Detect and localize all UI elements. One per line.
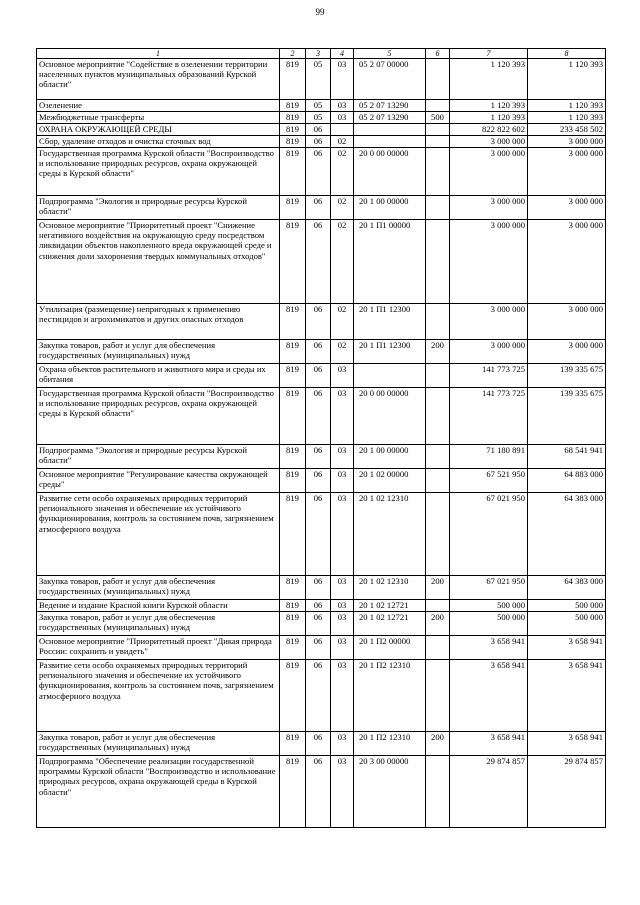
- subsection-cell: 03: [331, 469, 354, 493]
- expense-type-cell: [426, 364, 450, 388]
- table-row: [37, 220, 606, 304]
- page-number: 99: [315, 7, 325, 17]
- row-name-cell: Основное мероприятие "Приоритетный проект "Дикая природа России: сохранить и увидеть": [37, 636, 280, 660]
- grbs-cell: 819: [280, 756, 306, 828]
- amount-year1-cell: 3 000 000: [450, 148, 528, 196]
- target-article-cell: 20 1 02 12310: [354, 576, 426, 600]
- amount-year1-cell: 1 120 393: [450, 112, 528, 124]
- section-cell: 06: [306, 136, 331, 148]
- subsection-cell: 03: [331, 600, 354, 612]
- expense-type-cell: [426, 445, 450, 469]
- row-name-cell: Государственная программа Курской области "Воспроизводство и использование природных ресурсов, охрана окружающей среды в Курской области": [37, 388, 280, 445]
- row-name-cell: Утилизация (размещение) непригодных к применению пестицидов и агрохимикатов и других опасных отходов: [37, 304, 280, 340]
- header-cell: 6: [426, 49, 450, 59]
- subsection-cell: 03: [331, 660, 354, 732]
- subsection-cell: 03: [331, 636, 354, 660]
- header-cell: 4: [331, 49, 354, 59]
- row-name-cell: Подпрограмма "Экология и природные ресурсы Курской области": [37, 196, 280, 220]
- subsection-cell: 02: [331, 304, 354, 340]
- amount-year1-cell: 3 000 000: [450, 196, 528, 220]
- table-row: [37, 493, 606, 576]
- grbs-cell: 819: [280, 636, 306, 660]
- row-name-cell: Основное мероприятие "Приоритетный проект "Снижение негативного воздействия на окружающую среду посредством ликвидации объектов накопленного вреда окружающей среде и снижения доли захоронения твердых коммунальных отходов": [37, 220, 280, 304]
- grbs-cell: 819: [280, 124, 306, 136]
- grbs-cell: 819: [280, 469, 306, 493]
- row-name-cell: Закупка товаров, работ и услуг для обеспечения государственных (муниципальных) нужд: [37, 340, 280, 364]
- section-cell: 06: [306, 576, 331, 600]
- section-cell: 05: [306, 112, 331, 124]
- table-row: [37, 756, 606, 828]
- expense-type-cell: [426, 388, 450, 445]
- amount-year1-cell: 67 021 950: [450, 493, 528, 576]
- grbs-cell: 819: [280, 388, 306, 445]
- grbs-cell: 819: [280, 196, 306, 220]
- row-name-cell: Межбюджетные трансферты: [37, 112, 280, 124]
- expense-type-cell: 200: [426, 340, 450, 364]
- expense-type-cell: 200: [426, 576, 450, 600]
- amount-year2-cell: 139 335 675: [528, 364, 606, 388]
- target-article-cell: 20 0 00 00000: [354, 388, 426, 445]
- grbs-cell: 819: [280, 493, 306, 576]
- header-cell: 7: [450, 49, 528, 59]
- amount-year2-cell: 3 000 000: [528, 340, 606, 364]
- expense-type-cell: [426, 756, 450, 828]
- table-row: [37, 340, 606, 364]
- subsection-cell: 03: [331, 112, 354, 124]
- amount-year2-cell: 3 658 941: [528, 660, 606, 732]
- row-name-cell: Развитие сети особо охраняемых природных территорий регионального значения и обеспечение их устойчивого функционирования, контроль за состоянием почв, загрязнением атмосферного воздуха: [37, 660, 280, 732]
- amount-year2-cell: 29 874 857: [528, 756, 606, 828]
- header-cell: 2: [280, 49, 306, 59]
- table-row: [37, 59, 606, 100]
- amount-year1-cell: 1 120 393: [450, 59, 528, 100]
- row-name-cell: Озеленение: [37, 100, 280, 112]
- amount-year2-cell: 233 458 502: [528, 124, 606, 136]
- target-article-cell: 20 3 00 00000: [354, 756, 426, 828]
- target-article-cell: 20 1 02 00000: [354, 469, 426, 493]
- subsection-cell: 03: [331, 59, 354, 100]
- expense-type-cell: 500: [426, 112, 450, 124]
- row-name-cell: Основное мероприятие "Содействие в озеленении территории населенных пунктов муниципальных образований Курской области": [37, 59, 280, 100]
- subsection-cell: 03: [331, 364, 354, 388]
- grbs-cell: 819: [280, 148, 306, 196]
- expense-type-cell: 200: [426, 732, 450, 756]
- table-header-row: [37, 49, 606, 59]
- header-cell: 1: [37, 49, 280, 59]
- section-cell: 06: [306, 220, 331, 304]
- section-cell: 06: [306, 388, 331, 445]
- subsection-cell: 03: [331, 388, 354, 445]
- section-cell: 05: [306, 59, 331, 100]
- section-cell: 06: [306, 660, 331, 732]
- table-row: [37, 612, 606, 636]
- section-cell: 06: [306, 612, 331, 636]
- row-name-cell: Ведение и издание Красной книги Курской области: [37, 600, 280, 612]
- grbs-cell: 819: [280, 59, 306, 100]
- table-row: [37, 576, 606, 600]
- subsection-cell: 03: [331, 612, 354, 636]
- table-row: [37, 732, 606, 756]
- grbs-cell: 819: [280, 364, 306, 388]
- row-name-cell: Охрана объектов растительного и животного мира и среды их обитания: [37, 364, 280, 388]
- amount-year2-cell: 64 383 000: [528, 493, 606, 576]
- grbs-cell: 819: [280, 600, 306, 612]
- target-article-cell: 20 1 П1 12300: [354, 340, 426, 364]
- expense-type-cell: [426, 220, 450, 304]
- grbs-cell: 819: [280, 100, 306, 112]
- section-cell: 06: [306, 469, 331, 493]
- amount-year2-cell: 64 383 000: [528, 576, 606, 600]
- section-cell: 06: [306, 124, 331, 136]
- amount-year2-cell: 500 000: [528, 612, 606, 636]
- grbs-cell: 819: [280, 340, 306, 364]
- table-row: [37, 600, 606, 612]
- table-row: [37, 388, 606, 445]
- table-row: [37, 304, 606, 340]
- amount-year1-cell: 3 658 941: [450, 660, 528, 732]
- table-row: [37, 148, 606, 196]
- expense-type-cell: [426, 100, 450, 112]
- target-article-cell: 20 0 00 00000: [354, 148, 426, 196]
- amount-year1-cell: 71 180 891: [450, 445, 528, 469]
- amount-year1-cell: 29 874 857: [450, 756, 528, 828]
- table-row: [37, 196, 606, 220]
- expense-type-cell: [426, 148, 450, 196]
- grbs-cell: 819: [280, 136, 306, 148]
- amount-year1-cell: 1 120 393: [450, 100, 528, 112]
- expense-type-cell: 200: [426, 612, 450, 636]
- section-cell: 06: [306, 148, 331, 196]
- amount-year2-cell: 500 000: [528, 600, 606, 612]
- section-cell: 06: [306, 493, 331, 576]
- amount-year2-cell: 139 335 675: [528, 388, 606, 445]
- amount-year2-cell: 1 120 393: [528, 59, 606, 100]
- table-row: [37, 445, 606, 469]
- row-name-cell: Основное мероприятие "Регулирование качества окружающей среды": [37, 469, 280, 493]
- table-row: [37, 636, 606, 660]
- table-row: [37, 124, 606, 136]
- header-cell: 3: [306, 49, 331, 59]
- target-article-cell: 05 2 07 13290: [354, 112, 426, 124]
- expense-type-cell: [426, 136, 450, 148]
- subsection-cell: 03: [331, 756, 354, 828]
- amount-year1-cell: 3 000 000: [450, 136, 528, 148]
- amount-year2-cell: 3 658 941: [528, 636, 606, 660]
- row-name-cell: Государственная программа Курской области "Воспроизводство и использование природных ресурсов, охрана окружающей среды в Курской области": [37, 148, 280, 196]
- subsection-cell: 02: [331, 220, 354, 304]
- grbs-cell: 819: [280, 304, 306, 340]
- amount-year1-cell: 3 658 941: [450, 636, 528, 660]
- section-cell: 06: [306, 732, 331, 756]
- table-row: [37, 112, 606, 124]
- target-article-cell: 20 1 02 12310: [354, 493, 426, 576]
- subsection-cell: 02: [331, 136, 354, 148]
- grbs-cell: 819: [280, 660, 306, 732]
- expense-type-cell: [426, 493, 450, 576]
- section-cell: 06: [306, 600, 331, 612]
- row-name-cell: Подпрограмма "Обеспечение реализации государственной программы Курской области "Воспроизводство и использование природных ресурсов, охрана окружающей среды в Курской области": [37, 756, 280, 828]
- row-name-cell: ОХРАНА ОКРУЖАЮЩЕЙ СРЕДЫ: [37, 124, 280, 136]
- target-article-cell: 20 1 00 00000: [354, 196, 426, 220]
- table-row: [37, 136, 606, 148]
- table-row: [37, 660, 606, 732]
- amount-year2-cell: 3 000 000: [528, 148, 606, 196]
- section-cell: 06: [306, 304, 331, 340]
- target-article-cell: 20 1 02 12721: [354, 612, 426, 636]
- target-article-cell: 05 2 07 00000: [354, 59, 426, 100]
- expense-type-cell: [426, 59, 450, 100]
- row-name-cell: Закупка товаров, работ и услуг для обеспечения государственных (муниципальных) нужд: [37, 732, 280, 756]
- expense-type-cell: [426, 660, 450, 732]
- amount-year1-cell: 67 521 950: [450, 469, 528, 493]
- target-article-cell: [354, 124, 426, 136]
- amount-year2-cell: 3 000 000: [528, 136, 606, 148]
- section-cell: 06: [306, 196, 331, 220]
- section-cell: 06: [306, 340, 331, 364]
- amount-year1-cell: 67 021 950: [450, 576, 528, 600]
- subsection-cell: 02: [331, 340, 354, 364]
- grbs-cell: 819: [280, 732, 306, 756]
- amount-year2-cell: 3 658 941: [528, 732, 606, 756]
- section-cell: 06: [306, 756, 331, 828]
- subsection-cell: 02: [331, 148, 354, 196]
- target-article-cell: 20 1 П2 00000: [354, 636, 426, 660]
- grbs-cell: 819: [280, 612, 306, 636]
- amount-year1-cell: 3 658 941: [450, 732, 528, 756]
- grbs-cell: 819: [280, 220, 306, 304]
- section-cell: 06: [306, 636, 331, 660]
- amount-year1-cell: 3 000 000: [450, 340, 528, 364]
- expense-type-cell: [426, 469, 450, 493]
- amount-year2-cell: 3 000 000: [528, 196, 606, 220]
- budget-table: [36, 48, 606, 828]
- subsection-cell: 02: [331, 196, 354, 220]
- amount-year2-cell: 1 120 393: [528, 100, 606, 112]
- target-article-cell: 20 1 П1 12300: [354, 304, 426, 340]
- target-article-cell: 20 1 02 12721: [354, 600, 426, 612]
- amount-year1-cell: 3 000 000: [450, 220, 528, 304]
- expense-type-cell: [426, 196, 450, 220]
- target-article-cell: 20 1 П2 12310: [354, 660, 426, 732]
- amount-year2-cell: 3 000 000: [528, 220, 606, 304]
- target-article-cell: 20 1 П2 12310: [354, 732, 426, 756]
- amount-year2-cell: 3 000 000: [528, 304, 606, 340]
- target-article-cell: [354, 136, 426, 148]
- header-cell: 5: [354, 49, 426, 59]
- subsection-cell: 03: [331, 493, 354, 576]
- row-name-cell: Сбор, удаление отходов и очистка сточных вод: [37, 136, 280, 148]
- amount-year1-cell: 500 000: [450, 600, 528, 612]
- header-cell: 8: [528, 49, 606, 59]
- amount-year1-cell: 141 773 725: [450, 364, 528, 388]
- target-article-cell: 05 2 07 13290: [354, 100, 426, 112]
- amount-year1-cell: 3 000 000: [450, 304, 528, 340]
- expense-type-cell: [426, 636, 450, 660]
- section-cell: 05: [306, 100, 331, 112]
- section-cell: 06: [306, 364, 331, 388]
- row-name-cell: Подпрограмма "Экология и природные ресурсы Курской области": [37, 445, 280, 469]
- amount-year2-cell: 1 120 393: [528, 112, 606, 124]
- expense-type-cell: [426, 600, 450, 612]
- section-cell: 06: [306, 445, 331, 469]
- amount-year1-cell: 500 000: [450, 612, 528, 636]
- subsection-cell: 03: [331, 576, 354, 600]
- row-name-cell: Закупка товаров, работ и услуг для обеспечения государственных (муниципальных) нужд: [37, 576, 280, 600]
- row-name-cell: Развитие сети особо охраняемых природных территорий регионального значения и обеспечение их устойчивого функционирования, контроль за состоянием почв, загрязнением атмосферного воздуха: [37, 493, 280, 576]
- table-row: [37, 469, 606, 493]
- amount-year2-cell: 68 541 941: [528, 445, 606, 469]
- subsection-cell: 03: [331, 732, 354, 756]
- expense-type-cell: [426, 124, 450, 136]
- amount-year1-cell: 141 773 725: [450, 388, 528, 445]
- row-name-cell: Закупка товаров, работ и услуг для обеспечения государственных (муниципальных) нужд: [37, 612, 280, 636]
- target-article-cell: 20 1 00 00000: [354, 445, 426, 469]
- subsection-cell: 03: [331, 100, 354, 112]
- amount-year1-cell: 822 822 602: [450, 124, 528, 136]
- grbs-cell: 819: [280, 445, 306, 469]
- target-article-cell: 20 1 П1 00000: [354, 220, 426, 304]
- table-row: [37, 100, 606, 112]
- table-row: [37, 364, 606, 388]
- amount-year2-cell: 64 883 000: [528, 469, 606, 493]
- grbs-cell: 819: [280, 112, 306, 124]
- subsection-cell: [331, 124, 354, 136]
- target-article-cell: [354, 364, 426, 388]
- grbs-cell: 819: [280, 576, 306, 600]
- subsection-cell: 03: [331, 445, 354, 469]
- expense-type-cell: [426, 304, 450, 340]
